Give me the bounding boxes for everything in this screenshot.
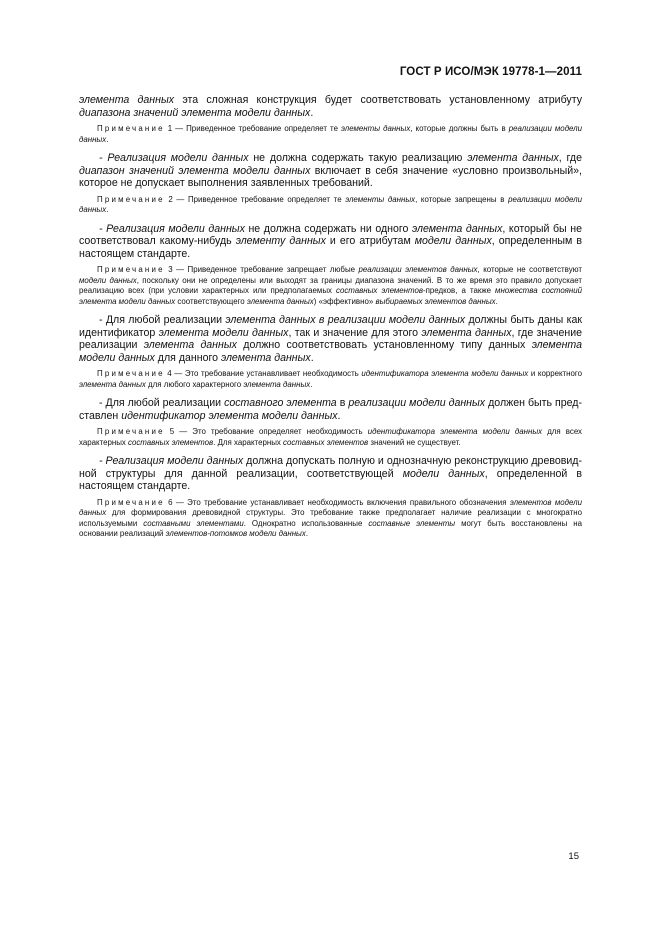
text-run: в bbox=[336, 397, 349, 410]
italic-term: составного элемента bbox=[224, 397, 337, 410]
italic-term: элемента данных bbox=[79, 94, 175, 106]
text-run: , которые должны быть в bbox=[410, 124, 509, 134]
italic-term: составных элементов bbox=[336, 286, 424, 296]
text-run: должен быть представлен bbox=[79, 397, 583, 422]
text-run: , которые не соответствуют bbox=[477, 265, 582, 275]
italic-term: выбираемых элементов данных bbox=[375, 296, 496, 306]
text-run: для любого характерного bbox=[145, 379, 244, 389]
text-run: . Однократно использованные bbox=[243, 518, 369, 528]
text-run: 1 — Приведенное требование определяет те bbox=[164, 124, 342, 134]
document-body bbox=[79, 94, 582, 540]
italic-term: множества состояний элемента модели данных bbox=[79, 286, 582, 306]
italic-term: реализации элементов данных bbox=[358, 265, 478, 275]
italic-term: элементов модели данных bbox=[79, 497, 583, 518]
document-header: ГОСТ Р ИСО/МЭК 19778-1—2011 bbox=[399, 66, 582, 78]
text-run: 5 — Это требование определяет необходимость bbox=[164, 427, 368, 437]
italic-term: элемента данных bbox=[243, 379, 311, 389]
italic-term: составных элементов bbox=[128, 437, 214, 447]
text-run: должно соответствовать установленному типу данных bbox=[236, 339, 532, 352]
italic-term: диапазона значений элемента модели данных bbox=[79, 106, 311, 119]
note-paragraph bbox=[79, 427, 582, 448]
text-run: - Для любой реализации bbox=[99, 397, 225, 410]
italic-term: реализации модели данных bbox=[79, 194, 582, 215]
italic-term: элементу данных bbox=[235, 235, 326, 248]
text-run: значений не существует. bbox=[368, 437, 461, 447]
italic-term: идентификатора элемента модели данных bbox=[367, 427, 543, 437]
text-run: . bbox=[310, 106, 314, 119]
text-run: . bbox=[495, 296, 498, 306]
text-run: не должна содержать ни одного bbox=[244, 222, 413, 235]
text-run: для данного bbox=[154, 351, 221, 364]
text-run: и корректного bbox=[528, 369, 582, 379]
text-run: , где значение реализации bbox=[79, 326, 582, 352]
italic-term: элемента данных bbox=[220, 351, 311, 364]
text-run: не должна содержать такую реализацию bbox=[248, 152, 468, 164]
italic-term: элемента данных bbox=[467, 152, 559, 164]
note-paragraph bbox=[79, 124, 582, 145]
note-label: Примечание bbox=[97, 265, 165, 275]
note-paragraph bbox=[79, 265, 582, 307]
text-run: ) «эффективно» bbox=[313, 296, 376, 306]
italic-term: элемента данных bbox=[421, 326, 512, 339]
italic-term: - Реализация модели данных bbox=[99, 152, 249, 164]
italic-term: элемента данных bbox=[143, 339, 237, 352]
text-run: . bbox=[106, 134, 109, 144]
note-label: Примечание bbox=[97, 497, 165, 507]
note-label: Примечание bbox=[97, 427, 165, 437]
italic-term: составные элементы bbox=[368, 518, 456, 528]
italic-term: идентификатор элемента модели данных bbox=[121, 409, 338, 422]
italic-term: составными элементами bbox=[143, 518, 244, 528]
note-paragraph bbox=[79, 195, 582, 216]
text-run: . bbox=[337, 409, 341, 422]
italic-term: идентификатора элемента модели данных bbox=[361, 369, 529, 379]
italic-term: составных элементов bbox=[283, 437, 369, 447]
italic-term: элемента данных в реализации модели данных bbox=[225, 314, 466, 326]
text-run: 6 — Это требование устанавливает необходимость включения правильного обозначения bbox=[164, 497, 510, 507]
note-label: Примечание bbox=[97, 194, 165, 204]
italic-term: модели данных bbox=[79, 275, 137, 285]
italic-term: элементов-потомков модели данных bbox=[165, 529, 306, 539]
text-run: включает в себя значение «условно произвольный», которое не допускает выполнения заявленных требований. bbox=[79, 164, 582, 190]
text-run: , где bbox=[558, 152, 583, 164]
italic-term: элемента модели данных bbox=[158, 326, 289, 339]
note-paragraph bbox=[79, 369, 582, 390]
text-run: -предков, а также bbox=[423, 286, 496, 296]
text-run: , так и значение для этого bbox=[288, 326, 422, 339]
body-paragraph bbox=[79, 314, 582, 364]
text-run: . bbox=[106, 205, 109, 215]
text-run: 3 — Приведенное требование запрещает любые bbox=[164, 265, 359, 275]
text-run: . bbox=[305, 529, 309, 539]
text-run: 4 — Это требование устанавливает необходимость bbox=[164, 369, 362, 379]
text-run: , поскольку они не определены или выходят за границы диапазона значений. В то же время это правило допускает реализацию всех (при условии характерных или предполагаемых bbox=[79, 275, 582, 296]
text-run: соответствующего bbox=[175, 296, 247, 306]
text-run: . bbox=[310, 379, 313, 389]
note-label: Примечание bbox=[97, 124, 165, 134]
text-run: - Для любой реализации bbox=[99, 314, 226, 326]
page-number: 15 bbox=[568, 851, 579, 862]
text-run: , определенным в настоящем стандарте. bbox=[79, 235, 582, 260]
text-run: для формирования древовидной структуры. Это требование также предполагает наличие реализации с многократно используемыми bbox=[79, 508, 582, 528]
italic-term: - Реализация модели данных bbox=[99, 455, 244, 468]
body-paragraph bbox=[79, 152, 582, 190]
text-run: эта сложная конструкция будет соответствовать установленному атрибуту bbox=[174, 94, 582, 106]
text-run: , который бы не соответствовал какому-нибудь bbox=[79, 222, 582, 248]
text-run: . Для характерных bbox=[213, 437, 284, 447]
body-paragraph bbox=[79, 397, 582, 422]
body-paragraph bbox=[79, 455, 582, 493]
text-run: , определенной в настоящем стандарте. bbox=[79, 467, 582, 493]
text-run: . bbox=[310, 351, 314, 364]
italic-term: реализации модели данных bbox=[79, 124, 583, 144]
text-run: могут быть восстановлены на основании реализаций bbox=[79, 518, 582, 539]
italic-term: элемента данных bbox=[412, 222, 503, 235]
italic-term: элементы данных bbox=[345, 194, 416, 204]
italic-term: модели данных bbox=[402, 467, 485, 480]
italic-term: элемента данных bbox=[79, 379, 146, 389]
italic-term: элемента данных bbox=[246, 296, 314, 306]
italic-term: модели данных bbox=[414, 235, 492, 248]
note-paragraph bbox=[79, 498, 582, 540]
italic-term: элементы данных bbox=[341, 124, 411, 134]
italic-term: - Реализация модели данных bbox=[99, 222, 245, 235]
text-run: и его атрибутам bbox=[325, 235, 415, 248]
note-label: Примечание bbox=[97, 369, 165, 379]
italic-term: реализации модели данных bbox=[348, 397, 486, 410]
text-run: , которые запрещены в bbox=[415, 194, 509, 204]
body-paragraph bbox=[79, 94, 582, 119]
text-run: 2 — Приведенное требование определяет те bbox=[164, 194, 346, 204]
italic-term: диапазон значений элемента модели данных bbox=[79, 164, 311, 177]
italic-term: элемента модели данных bbox=[79, 339, 583, 364]
body-paragraph bbox=[79, 223, 582, 261]
text-run: должна допускать полную и однозначную реконструкцию древовидной структуры для данной реализации, соответствующей bbox=[79, 455, 582, 480]
text-run: должны быть даны как идентификатор bbox=[79, 314, 582, 339]
text-run: для всех характерных bbox=[79, 427, 582, 447]
